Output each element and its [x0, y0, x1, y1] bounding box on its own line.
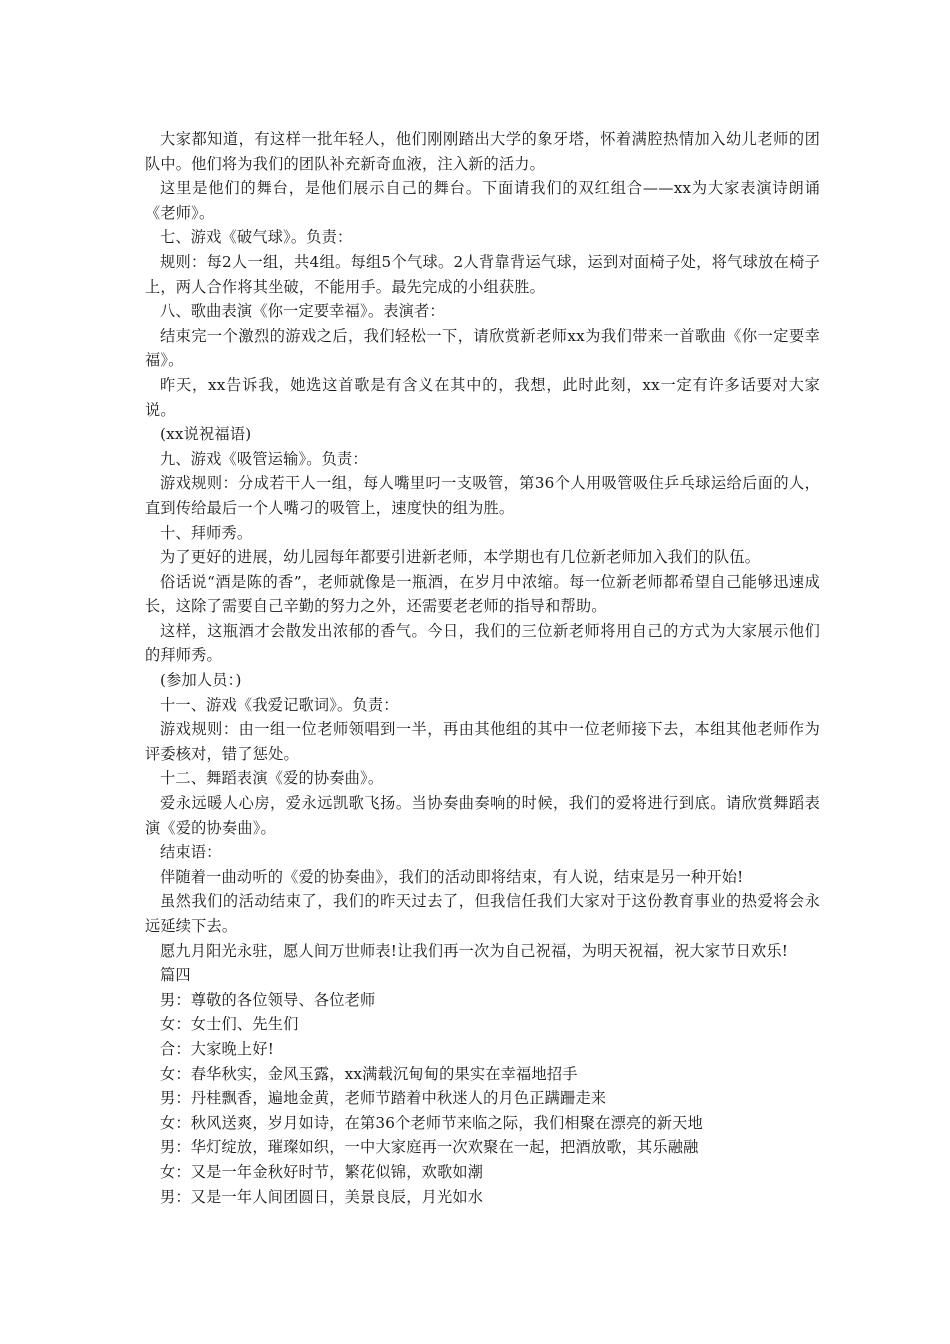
paragraph-blessing-note: (xx说祝福语): [160, 425, 252, 444]
paragraph-wine-saying: 俗话说“酒是陈的香”，老师就像是一瓶酒，在岁月中浓缩。每一位新老师都希望自己能够迅速成长，这除了需要自己辛勤的努力之外，还需要老老师的指导和帮助。: [145, 572, 820, 616]
document-body: [145, 127, 820, 1209]
paragraph-closing-1: 伴随着一曲动听的《爱的协奏曲》，我们的活动即将结束，有人说，结束是另一种开始!: [160, 867, 744, 886]
paragraph-apprentice-show: 这样，这瓶酒才会散发出浓郁的香气。今日，我们的三位新老师将用自己的方式为大家展示他们的拜师秀。: [145, 621, 820, 665]
paragraph-lyrics-rules: 游戏规则：由一组一位老师领唱到一半，再由其他组的其中一位老师接下去，本组其他老师作为评委核对，错了惩处。: [145, 720, 820, 763]
section-heading-10: 十、拜师秀。: [160, 523, 253, 542]
section-heading-part4: 篇四: [160, 966, 191, 985]
dialogue-line: 男：华灯绽放，璀璨如织，一中大家庭再一次欢聚在一起，把酒放歌，其乐融融: [160, 1138, 699, 1157]
section-heading-closing: 结束语：: [160, 843, 222, 862]
paragraph-new-teachers: 为了更好的进展，幼儿园每年都要引进新老师，本学期也有几位新老师加入我们的队伍。: [160, 548, 761, 567]
dialogue-line: 女：女士们、先生们: [160, 1015, 299, 1034]
section-heading-11: 十一、游戏《我爱记歌词》。负责：: [160, 695, 399, 714]
dialogue-line: 女：又是一年金秋好时节，繁花似锦，欢歌如潮: [160, 1162, 484, 1181]
dialogue-line: 女：春华秋实，金风玉露，xx满载沉甸甸的果实在幸福地招手: [160, 1064, 578, 1083]
paragraph-dance-intro: 爱永远暖人心房，爱永远凯歌飞扬。当协奏曲奏响的时候，我们的爱将进行到底。请欣赏舞蹈表演《爱的协奏曲》。: [145, 794, 820, 837]
dialogue-line: 男：丹桂飘香，遍地金黄，老师节踏着中秋迷人的月色正蹒跚走来: [160, 1089, 607, 1108]
paragraph-song-meaning: 昨天，xx告诉我，她选这首歌是有含义在其中的，我想，此时此刻，xx一定有许多话要对大家说。: [145, 375, 820, 419]
paragraph-balloon-rules: 规则：每2人一组，共4组。每组5个气球。2人背靠背运气球，运到对面椅子处，将气球放在椅子上，两人合作将其坐破，不能用手。最先完成的小组获胜。: [145, 252, 820, 296]
dialogue-line: 男：尊敬的各位领导、各位老师: [160, 990, 376, 1009]
dialogue-line: 男：又是一年人间团圆日，美景良辰，月光如水: [160, 1187, 484, 1206]
paragraph-closing-2: 虽然我们的活动结束了，我们的昨天过去了，但我信任我们大家对于这份教育事业的热爱将会永远延续下去。: [145, 892, 820, 935]
paragraph-stage-poem: 这里是他们的舞台，是他们展示自己的舞台。下面请我们的双红组合——xx为大家表演诗朗诵《老师》。: [145, 179, 820, 222]
section-heading-12: 十二、舞蹈表演《爱的协奏曲》。: [160, 769, 384, 788]
section-heading-7: 七、游戏《破气球》。负责：: [160, 228, 353, 247]
section-heading-8: 八、歌曲表演《你一定要幸福》。表演者：: [160, 302, 445, 321]
paragraph-closing-3: 愿九月阳光永驻，愿人间万世师表!让我们再一次为自己祝福，为明天祝福，祝大家节日欢乐!: [160, 941, 789, 960]
paragraph-intro-young-teachers: 大家都知道，有这样一批年轻人，他们刚刚踏出大学的象牙塔，怀着满腔热情加入幼儿老师的团队中。他们将为我们的团队补充新奇血液，注入新的活力。: [145, 130, 820, 173]
paragraph-participants: (参加人员：): [160, 671, 242, 690]
section-heading-9: 九、游戏《吸管运输》。负责：: [160, 449, 368, 468]
paragraph-song-intro: 结束完一个激烈的游戏之后，我们轻松一下，请欣赏新老师xx为我们带来一首歌曲《你一定要幸福》。: [145, 326, 820, 370]
dialogue-line: 合：大家晚上好!: [160, 1039, 275, 1058]
dialogue-line: 女：秋风送爽，岁月如诗，在第36个老师节来临之际，我们相聚在漂亮的新天地: [160, 1113, 703, 1132]
paragraph-straw-rules: 游戏规则：分成若干人一组，每人嘴里叼一支吸管，第36个人用吸管吸住乒乓球运给后面的人，直到传给最后一个人嘴刁的吸管上，速度快的组为胜。: [145, 474, 820, 517]
